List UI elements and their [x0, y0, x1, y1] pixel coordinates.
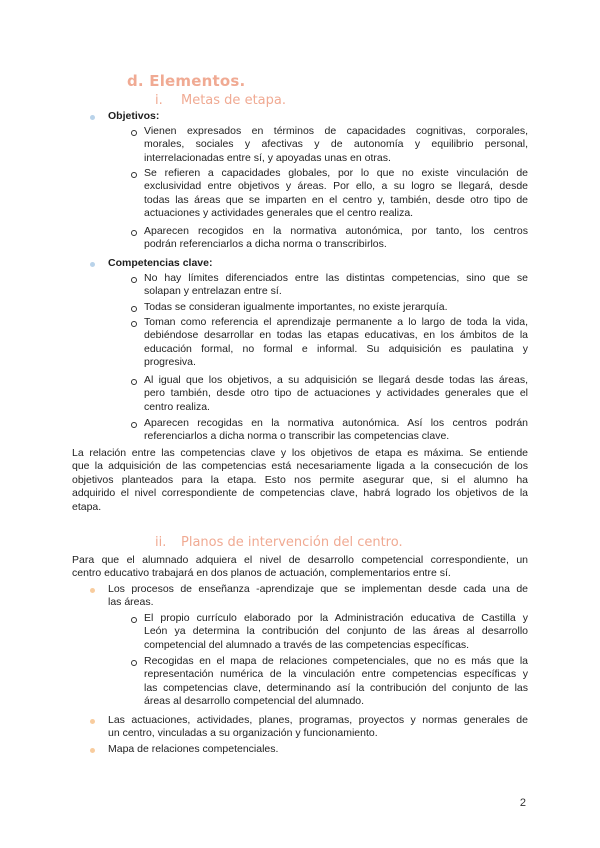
list-item: Mapa de relaciones competenciales. — [108, 743, 279, 755]
list-item: Los procesos de enseñanza -aprendizaje que se implementan desde cada una de las áreas. — [108, 583, 528, 609]
subsection-title: Metas de etapa. — [181, 93, 286, 108]
circle-bullet-icon — [131, 422, 137, 428]
circle-bullet-icon — [131, 130, 137, 136]
list-item: Aparecen recogidos en la normativa autonómica, por tanto, los centros podrán referenciarlos a dicha norma o transcribirlos. — [144, 225, 528, 251]
list-item: Toman como referencia el aprendizaje permanente a lo largo de toda la vida, debiéndose desarrollar en todas las etapas educativas, en los ámbitos de la educación formal, no formal e informal. Su adquisición es paulatina y progresiva. — [144, 316, 528, 369]
list-item: Todas se consideran igualmente importantes, no existe jerarquía. — [144, 301, 448, 313]
paragraph-planos-intro: Para que el alumnado adquiera el nivel de desarrollo competencial correspondiente, un centro educativo trabajará en dos planos de actuación, complementarios entre sí. — [72, 554, 528, 580]
list-item: Se refieren a capacidades globales, por lo que no existe vinculación de exclusividad entre objetivos y áreas. Por ello, a su logro se llegará, desde todas las áreas que se imparten en el centro y, también, desde otro tipo de actuaciones y actividades generales que el centro realiza. — [144, 167, 528, 220]
list-item: El propio currículo elaborado por la Administración educativa de Castilla y León ya determina la contribución del conjunto de las áreas al desarrollo competencial del alumnado a través de las competencias específicas. — [144, 612, 528, 651]
list-item: Vienen expresados en términos de capacidades cognitivas, corporales, morales, sociales y afectivas y de autonomía y equilibrio personal, interrelacionadas entre sí, y apoyadas unas en otras. — [144, 125, 528, 164]
bullet-icon — [90, 588, 95, 593]
list-item-label: Objetivos: — [108, 110, 160, 122]
bullet-icon — [90, 115, 95, 120]
list-item-objetivos — [108, 110, 159, 123]
list-item: Las actuaciones, actividades, planes, programas, proyectos y normas generales de un centro, vinculadas a su organización y funcionamiento. — [108, 714, 528, 740]
section-heading: d. Elementos. — [127, 72, 246, 90]
bullet-icon — [90, 719, 95, 724]
circle-bullet-icon — [131, 617, 137, 623]
list-item-label: Competencias clave: — [108, 257, 213, 269]
list-item-competencias — [108, 257, 212, 270]
subsection-number: i. — [155, 93, 163, 108]
subsection-title: Planos de intervención del centro. — [181, 535, 403, 550]
page-number: 2 — [519, 797, 526, 809]
subsection-number: ii. — [155, 535, 167, 550]
subsection-heading-planos — [155, 535, 403, 550]
list-item: Aparecen recogidas en la normativa autonómica. Así los centros podrán referenciarlos a dicha norma o transcribir las competencias clave. — [144, 417, 528, 443]
list-item: Al igual que los objetivos, a su adquisición se llegará desde todas las áreas, pero también, desde otro tipo de actuaciones y actividades generales que el centro realiza. — [144, 374, 528, 413]
paragraph-relacion: La relación entre las competencias clave y los objetivos de etapa es máxima. Se entiende que la adquisición de las competencias está necesariamente ligada a la consecución de los objetivos planteados para la etapa. Esto nos permite asegurar que, si el alumno ha adquirido el nivel correspondiente de competencias clave, habrá logrado los objetivos de la etapa. — [72, 447, 528, 513]
list-item: No hay límites diferenciados entre las distintas competencias, sino que se solapan y entrelazan entre sí. — [144, 272, 528, 298]
circle-bullet-icon — [131, 321, 137, 327]
circle-bullet-icon — [131, 230, 137, 236]
bullet-icon — [90, 748, 95, 753]
circle-bullet-icon — [131, 660, 137, 666]
subsection-heading-metas — [155, 93, 286, 108]
circle-bullet-icon — [131, 306, 137, 312]
list-item: Recogidas en el mapa de relaciones competenciales, que no es más que la representación numérica de la vinculación entre competencias específicas y las competencias clave, determinando así la contribución del conjunto de las áreas al desarrollo competencial del alumnado. — [144, 655, 528, 708]
bullet-icon — [90, 262, 95, 267]
circle-bullet-icon — [131, 379, 137, 385]
circle-bullet-icon — [131, 277, 137, 283]
circle-bullet-icon — [131, 172, 137, 178]
